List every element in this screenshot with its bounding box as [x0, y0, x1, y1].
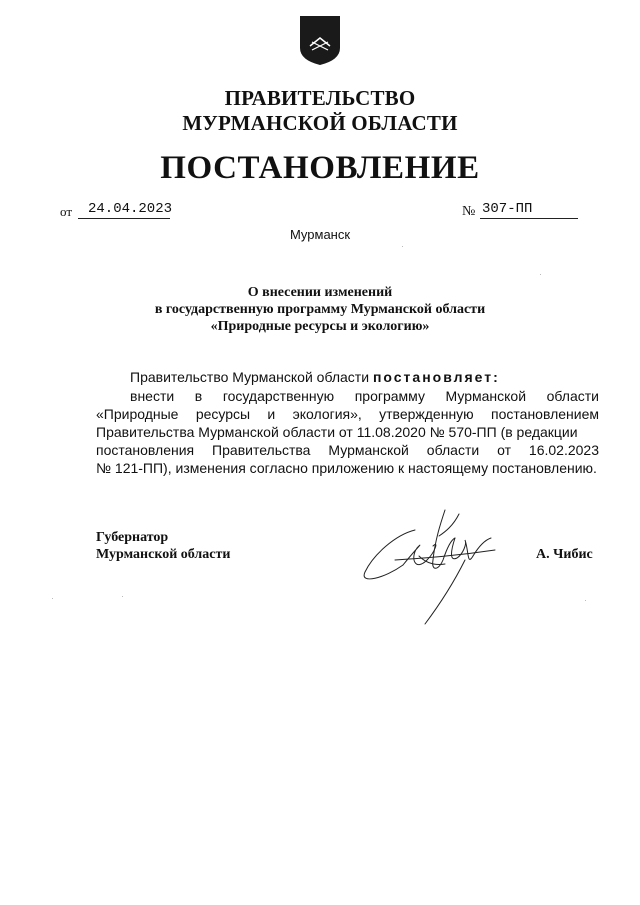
- body-line-4: постановления Правительства Мурманской области от 16.02.2023: [96, 442, 599, 458]
- signatory-title-line2: Мурманской области: [96, 547, 231, 562]
- body-line-3: Правительства Мурманской области от 11.08.2020 № 570-ПП (в редакции: [96, 424, 578, 440]
- city-name: Мурманск: [289, 227, 351, 242]
- scan-speck: [402, 246, 403, 247]
- coat-of-arms-icon: [298, 14, 342, 66]
- decree-intro: [130, 369, 500, 385]
- handwritten-signature-icon: [355, 500, 505, 630]
- scan-speck: [122, 596, 123, 597]
- org-name-line1: ПРАВИТЕЛЬСТВО: [224, 86, 416, 110]
- signatory-name: А. Чибис: [536, 547, 593, 562]
- date-label: от: [60, 204, 73, 219]
- body-line-1: внести в государственную программу Мурманской области: [130, 388, 599, 404]
- date-value: 24.04.2023: [78, 201, 170, 219]
- number-value: 307-ПП: [480, 201, 578, 219]
- signatory-title-line1: Губернатор: [96, 530, 169, 545]
- decree-intro-text: Правительство Мурманской области: [130, 369, 370, 385]
- scan-speck: [540, 274, 541, 275]
- subject-line3: «Природные ресурсы и экологию»: [210, 319, 430, 334]
- body-line-2: «Природные ресурсы и экология», утвержденную постановлением: [96, 406, 599, 422]
- decree-keyword: постановляет:: [372, 369, 500, 385]
- scan-speck: [52, 598, 53, 599]
- body-line-5: № 121-ПП), изменения согласно приложению к настоящему постановлению.: [96, 460, 597, 476]
- org-name-line2: МУРМАНСКОЙ ОБЛАСТИ: [182, 111, 458, 135]
- number-label: №: [462, 204, 476, 219]
- scan-speck: [585, 600, 586, 601]
- subject-line1: О внесении изменений: [247, 285, 393, 300]
- subject-line2: в государственную программу Мурманской области: [154, 302, 486, 317]
- document-type-title: ПОСТАНОВЛЕНИЕ: [160, 150, 480, 186]
